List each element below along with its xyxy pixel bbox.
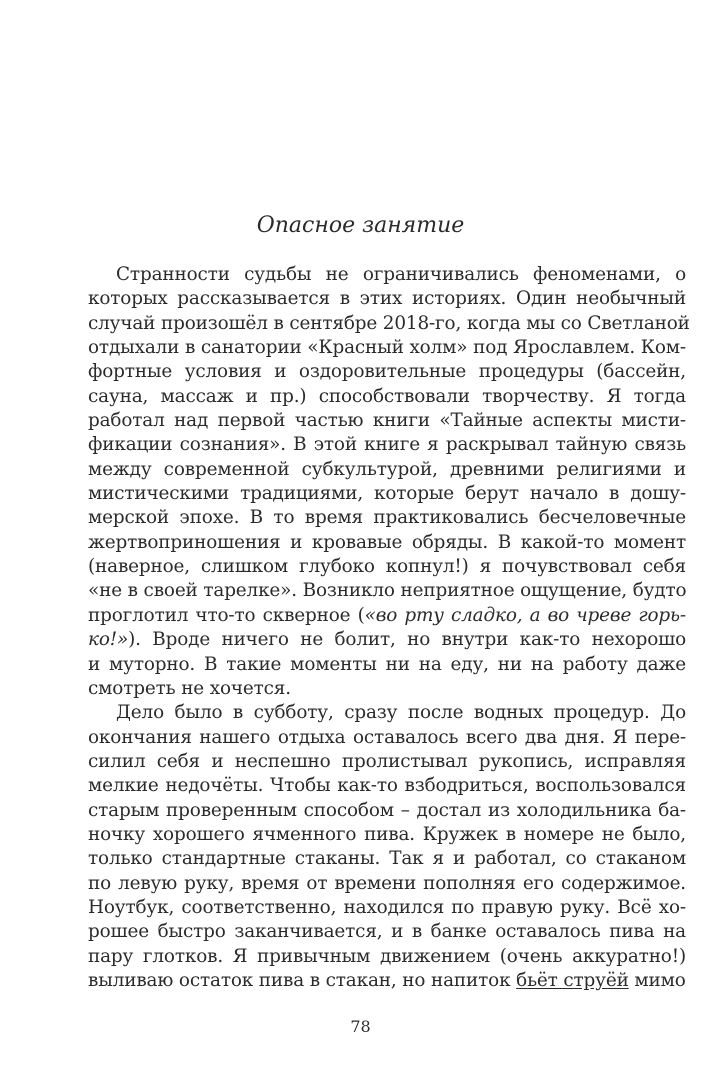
text-line bbox=[88, 360, 686, 384]
text-line bbox=[88, 506, 686, 530]
underlined-text: бьёт струёй bbox=[516, 969, 629, 991]
text-segment: Ноутбук, соответственно, находился по правую руку. Всё хо- bbox=[88, 896, 686, 918]
text-segment: (наверное, слишком глубоко копнул!) я почувствовал себя bbox=[88, 556, 686, 578]
text-segment: Дело было в субботу, сразу после водных процедур. До bbox=[116, 702, 686, 724]
text-line bbox=[88, 531, 686, 555]
text-line bbox=[88, 287, 686, 311]
text-segment: мерской эпохе. В то время практиковались бесчеловечные bbox=[88, 507, 686, 529]
text-line bbox=[88, 385, 686, 409]
text-line bbox=[88, 677, 686, 701]
body-text bbox=[88, 263, 690, 993]
text-segment: мелкие недочёты. Чтобы как-то взбодриться, воспользовался bbox=[88, 775, 686, 797]
text-line bbox=[88, 823, 686, 847]
text-line bbox=[88, 701, 686, 725]
text-line bbox=[88, 969, 686, 993]
text-segment: ночку хорошего ячменного пива. Кружек в номере не было, bbox=[88, 823, 686, 845]
text-segment: мистическими традициями, которые берут начало в дошу- bbox=[88, 483, 686, 505]
text-line bbox=[88, 799, 686, 823]
text-segment: и муторно. В такие моменты ни на еду, ни на работу даже bbox=[88, 653, 686, 675]
text-segment: по левую руку, время от времени пополняя его содержимое. bbox=[88, 872, 686, 894]
text-segment: случай произошёл в сентябре 2018-го, когда мы со Светланой bbox=[88, 312, 690, 334]
text-segment: «не в своей тарелке». Возникло неприятное ощущение, будто bbox=[88, 580, 687, 602]
text-segment: сауна, массаж и пр.) способствовали творчеству. Я тогда bbox=[88, 385, 686, 407]
text-segment: ). Вроде ничего не болит, но внутри как-то нехорошо bbox=[128, 629, 686, 651]
page-number: 78 bbox=[350, 1017, 371, 1036]
text-segment: фикации сознания». В этой книге я раскрывал тайную связь bbox=[88, 434, 686, 456]
text-segment: рошее быстро заканчивается, и в банке оставалось пива на bbox=[88, 921, 686, 943]
text-line bbox=[88, 653, 686, 677]
text-segment: работал над первой частью книги «Тайные аспекты мисти- bbox=[88, 410, 686, 432]
text-line bbox=[88, 628, 686, 652]
text-line bbox=[88, 920, 686, 944]
text-line bbox=[88, 482, 686, 506]
text-segment: проглотил что-то скверное ( bbox=[88, 604, 365, 626]
text-segment: фортные условия и оздоровительные процедуры (бассейн, bbox=[88, 361, 686, 383]
text-line bbox=[88, 458, 686, 482]
text-line bbox=[88, 945, 686, 969]
text-segment: только стандартные стаканы. Так я и работал, со стаканом bbox=[88, 848, 686, 870]
text-line bbox=[88, 872, 686, 896]
text-line bbox=[88, 579, 686, 603]
text-line bbox=[88, 263, 686, 287]
text-segment: которых рассказывается в этих историях. Один необычный bbox=[88, 288, 686, 310]
text-segment: между современной субкультурой, древними религиями и bbox=[88, 458, 686, 480]
text-segment: жертвоприношения и кровавые обряды. В какой-то момент bbox=[88, 531, 686, 553]
text-line bbox=[88, 726, 686, 750]
text-line bbox=[88, 312, 690, 336]
text-segment: силил себя и неспешно пролистывал рукопись, исправляя bbox=[88, 750, 686, 772]
text-segment: пару глотков. Я привычным движением (очень аккуратно!) bbox=[88, 945, 686, 967]
text-segment: смотреть не хочется. bbox=[88, 677, 291, 699]
italic-text: «во рту сладко, а во чреве горь- bbox=[364, 604, 686, 626]
text-line bbox=[88, 409, 686, 433]
text-line bbox=[88, 750, 686, 774]
paragraph bbox=[88, 701, 686, 993]
text-line bbox=[88, 896, 686, 920]
text-line bbox=[88, 847, 686, 871]
italic-text: ко!» bbox=[88, 629, 129, 651]
text-line bbox=[88, 604, 686, 628]
text-line bbox=[88, 433, 686, 457]
text-segment: выливаю остаток пива в стакан, но напиток bbox=[88, 969, 517, 991]
text-line bbox=[88, 774, 686, 798]
text-line bbox=[88, 336, 686, 360]
text-line bbox=[88, 555, 686, 579]
paragraph bbox=[88, 263, 690, 701]
text-segment: Странности судьбы не ограничивались феноменами, о bbox=[116, 264, 686, 285]
text-segment: окончания нашего отдыха оставалось всего два дня. Я пере- bbox=[88, 726, 686, 748]
text-segment: отдыхали в санатории «Красный холм» под Ярославлем. Ком- bbox=[88, 337, 686, 359]
text-segment: мимо bbox=[628, 969, 686, 991]
section-title: Опасное занятие bbox=[256, 213, 465, 238]
text-segment: старым проверенным способом – достал из холодильника ба- bbox=[88, 799, 686, 821]
